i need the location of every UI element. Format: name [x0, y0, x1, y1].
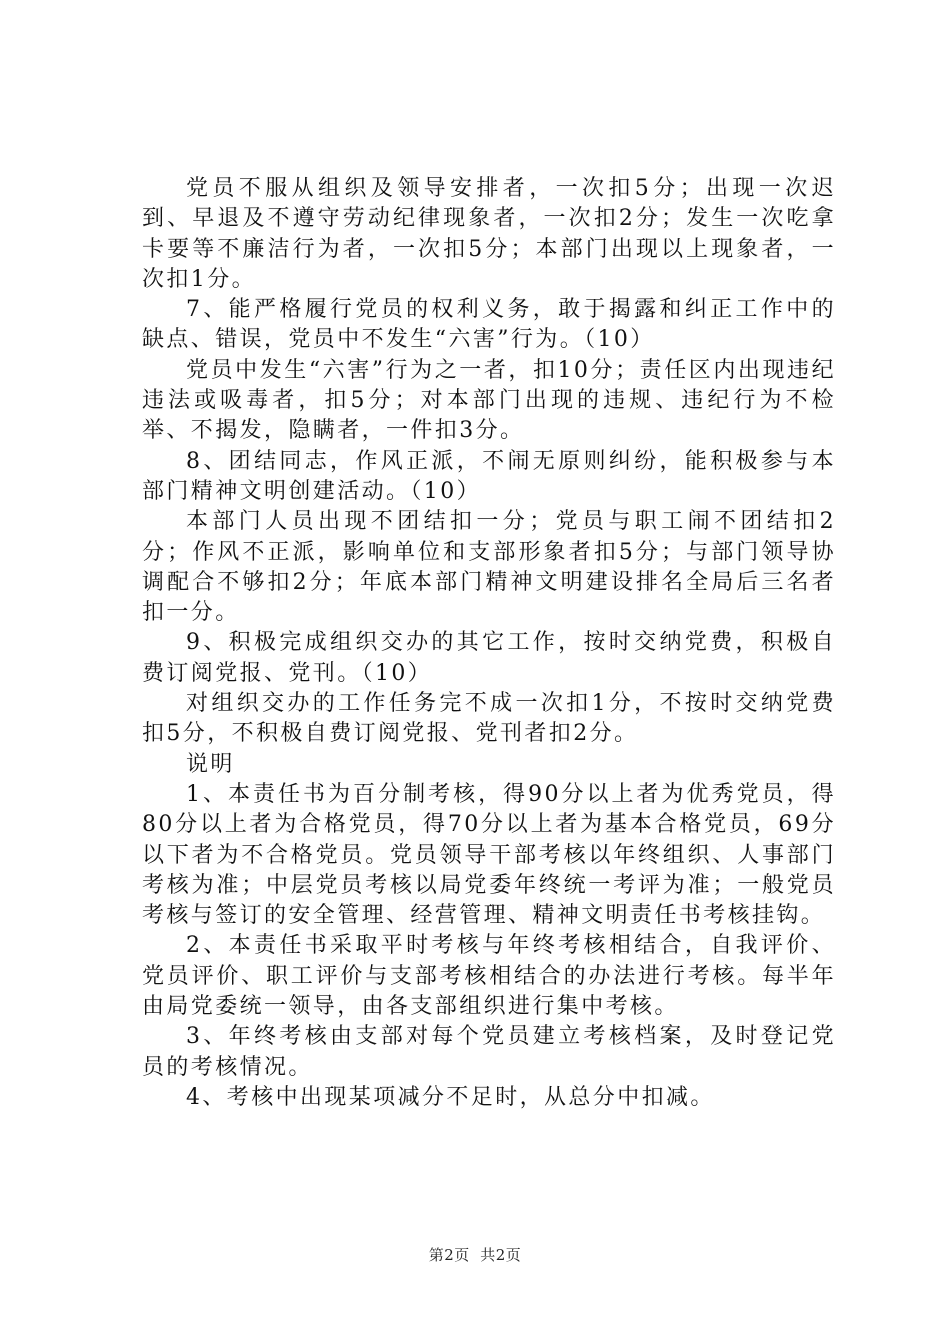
document-body	[142, 174, 836, 1113]
item-7-paragraph: 7、能严格履行党员的权利义务，敢于揭露和纠正工作中的缺点、错误，党员中不发生“六害”行为。（10）	[142, 297, 836, 353]
note-2-paragraph: 2、本责任书采取平时考核与年终考核相结合，自我评价、党员评价、职工评价与支部考核相结合的办法进行考核。每半年由局党委统一领导，由各支部组织进行集中考核。	[142, 933, 836, 1020]
page-footer	[0, 1244, 950, 1265]
deduction-paragraph-8: 本部门人员出现不团结扣一分；党员与职工闹不团结扣2分；作风不正派，影响单位和支部形象者扣5分；与部门领导协调配合不够扣2分；年底本部门精神文明建设排名全局后三名者扣一分。	[142, 509, 836, 626]
deduction-paragraph-7: 党员中发生“六害”行为之一者，扣10分；责任区内出现违纪违法或吸毒者，扣5分；对本部门出现的违规、违纪行为不检举、不揭发，隐瞒者，一件扣3分。	[142, 357, 836, 444]
item-9-paragraph: 9、积极完成组织交办的其它工作，按时交纳党费，积极自费订阅党报、党刊。（10）	[142, 630, 836, 686]
note-1-paragraph: 1、本责任书为百分制考核，得90分以上者为优秀党员，得80分以上者为合格党员，得70分以上者为基本合格党员，69分以下者为不合格党员。党员领导干部考核以年终组织、人事部门考核为准；中层党员考核以局党委年终统一考评为准；一般党员考核与签订的安全管理、经营管理、精神文明责任书考核挂钩。	[142, 781, 836, 929]
deduction-paragraph-6: 党员不服从组织及领导安排者，一次扣5分；出现一次迟到、早退及不遵守劳动纪律现象者，一次扣2分；发生一次吃拿卡要等不廉洁行为者，一次扣5分；本部门出现以上现象者，一次扣1分。	[142, 176, 836, 292]
item-8-paragraph: 8、团结同志，作风正派，不闹无原则纠纷，能积极参与本部门精神文明创建活动。（10）	[142, 448, 836, 504]
note-4-paragraph: 4、考核中出现某项减分不足时，从总分中扣减。	[186, 1084, 715, 1110]
page-number-label: 第2页 共2页	[428, 1246, 522, 1264]
notes-heading: 说明	[186, 751, 235, 777]
note-3-paragraph: 3、年终考核由支部对每个党员建立考核档案，及时登记党员的考核情况。	[142, 1024, 836, 1080]
deduction-paragraph-9: 对组织交办的工作任务完不成一次扣1分，不按时交纳党费扣5分，不积极自费订阅党报、党刊者扣2分。	[142, 691, 836, 747]
